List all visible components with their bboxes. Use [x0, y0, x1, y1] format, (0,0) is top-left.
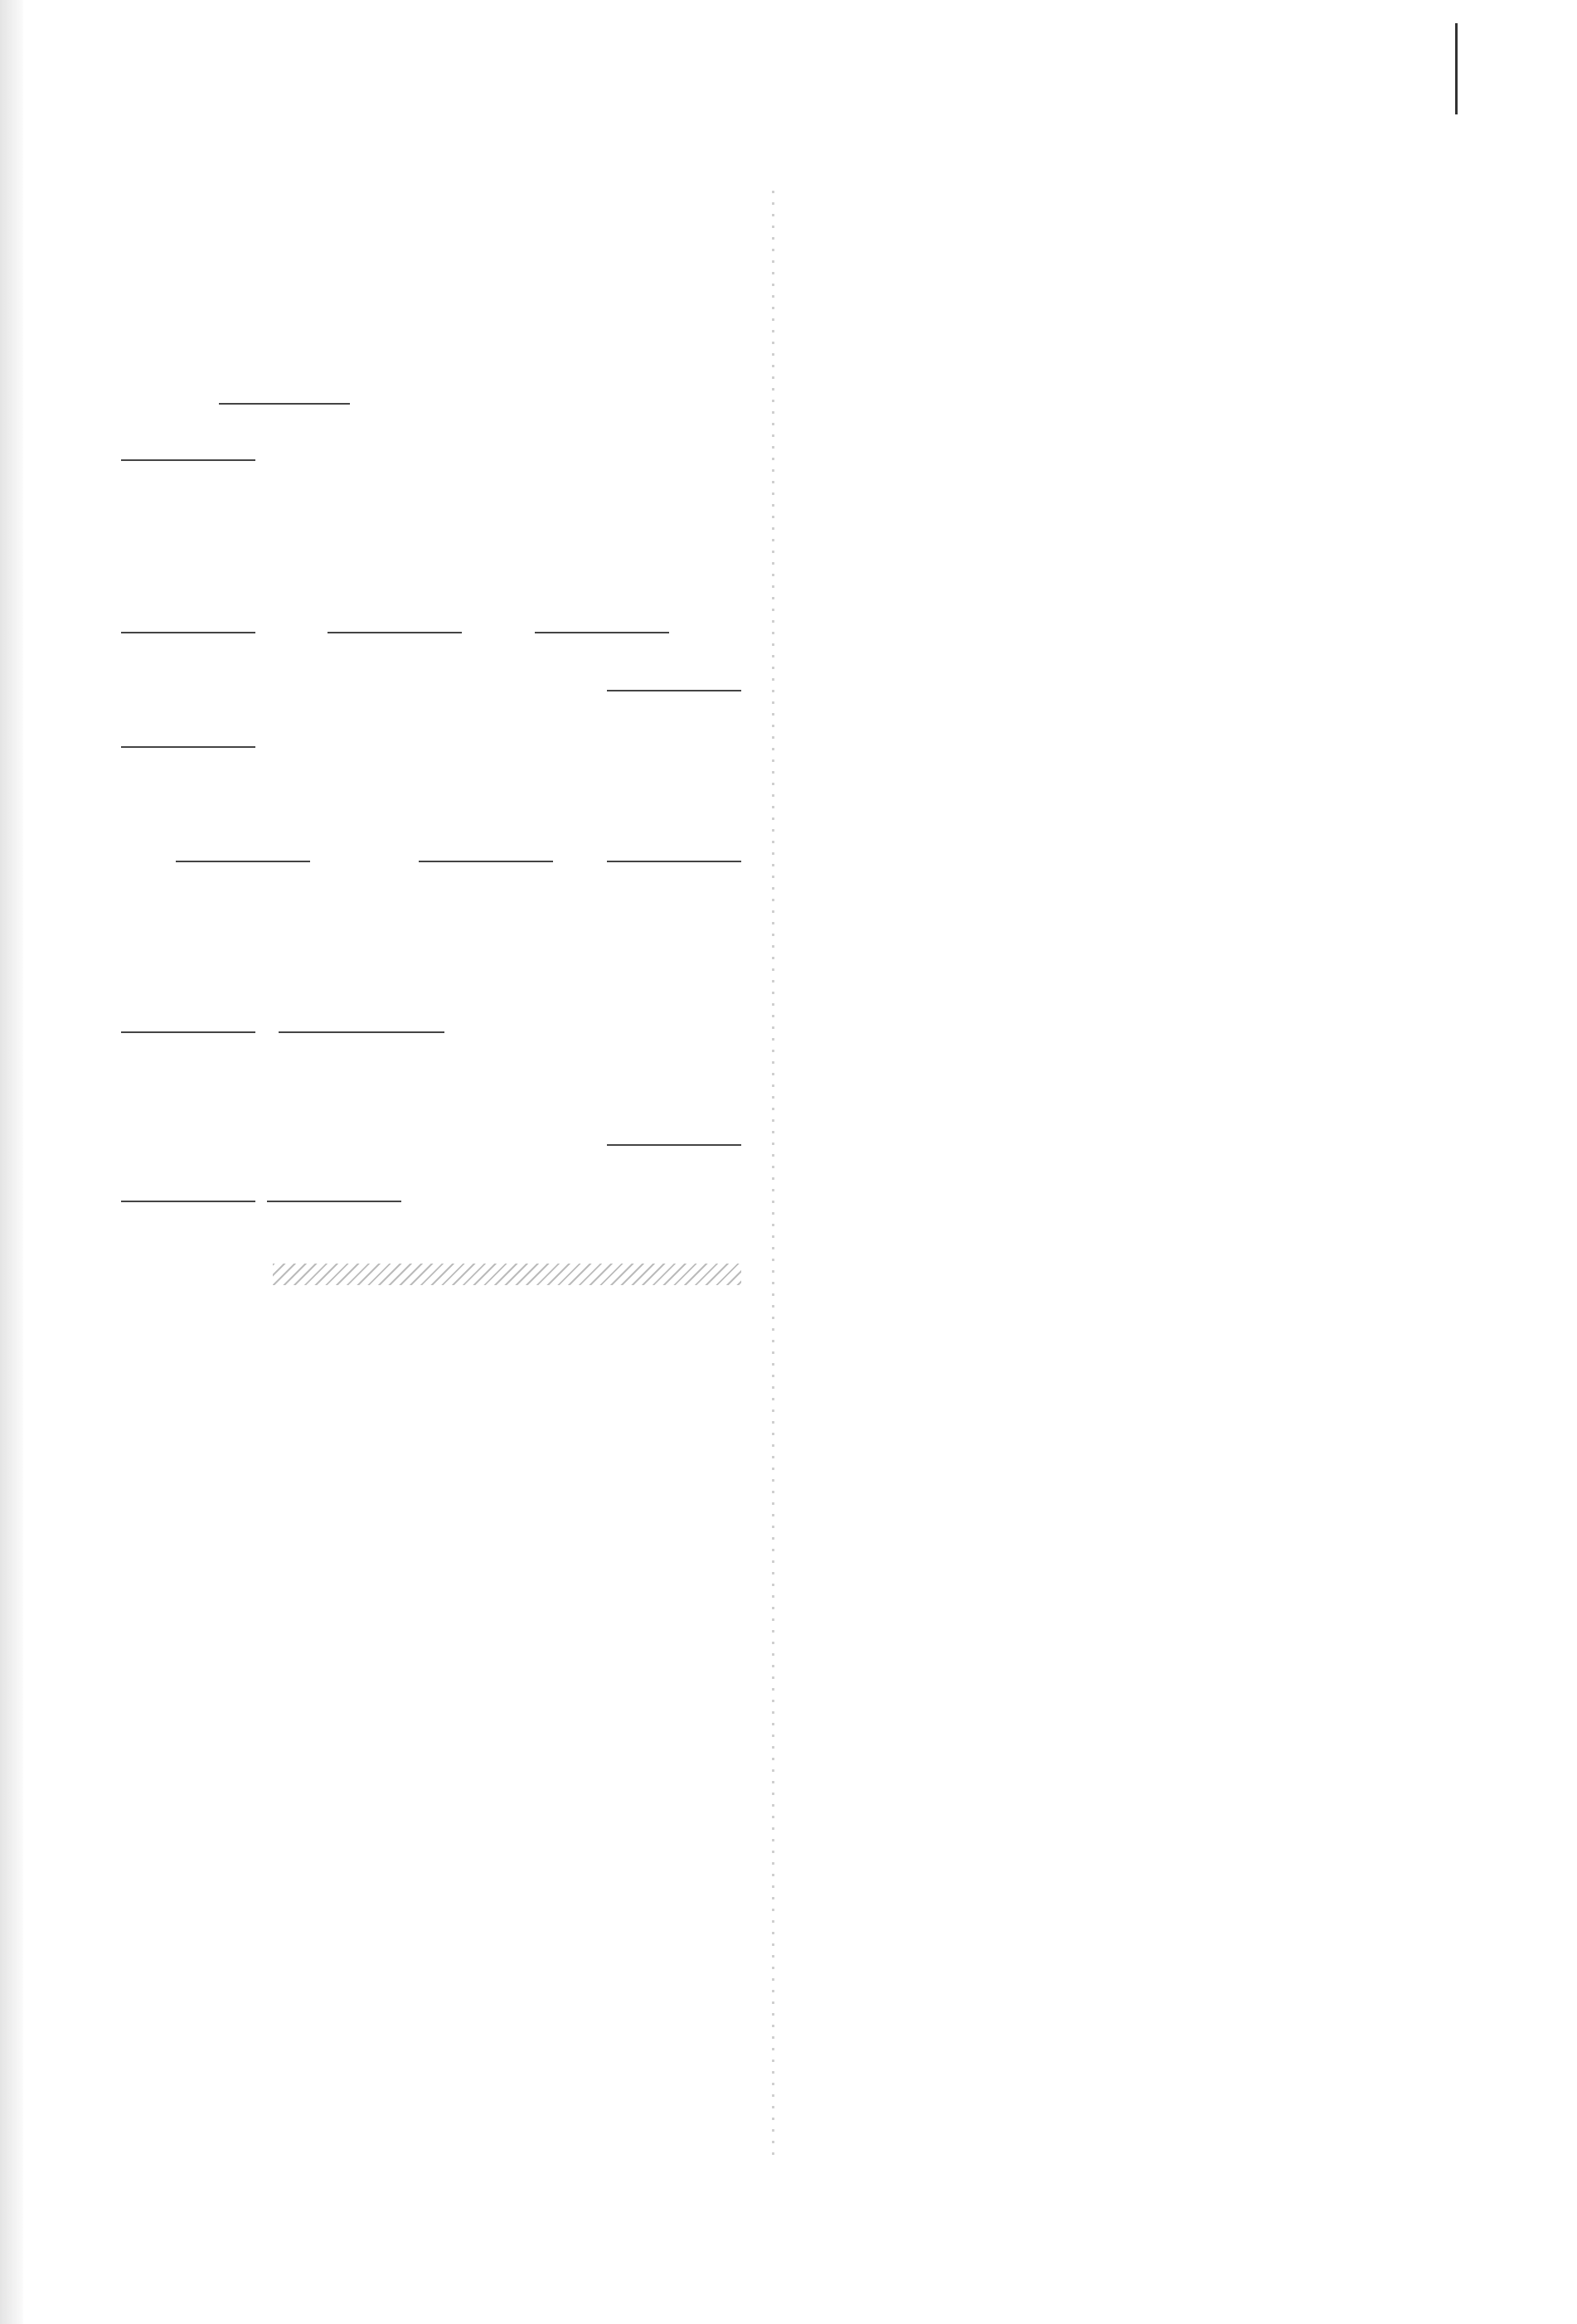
q3-blank-1	[176, 827, 310, 862]
q2-blank-1	[121, 599, 255, 633]
header-rule	[1455, 23, 1458, 114]
q4-blank-2	[279, 998, 444, 1033]
q3-blank-2	[419, 827, 553, 862]
q5-blank-3	[267, 1167, 401, 1202]
q4-blank-1	[121, 998, 255, 1033]
q1-blank-2	[121, 426, 255, 461]
q2-blank-5	[121, 713, 255, 748]
q5-blank-1	[607, 1111, 741, 1146]
title-hatch	[273, 1264, 741, 1285]
q5-blank-2	[121, 1167, 255, 1202]
q4-line1	[121, 998, 456, 1033]
column-divider	[763, 191, 783, 2164]
q2-blank-3	[535, 599, 669, 633]
q2-line2	[121, 657, 741, 691]
q3-line1	[121, 827, 741, 862]
q2-blank-2	[328, 599, 462, 633]
q1-line1	[121, 370, 741, 405]
q2-blank-4	[607, 657, 741, 691]
q5-line2	[121, 1167, 413, 1202]
q2-line1	[121, 599, 741, 633]
q1-line2	[121, 426, 741, 461]
q3-blank-3	[607, 827, 741, 862]
q2-line3	[121, 713, 267, 748]
q5-line1	[121, 1111, 741, 1146]
page-edge-shadow	[0, 0, 23, 2324]
q1-blank-1	[219, 370, 350, 405]
